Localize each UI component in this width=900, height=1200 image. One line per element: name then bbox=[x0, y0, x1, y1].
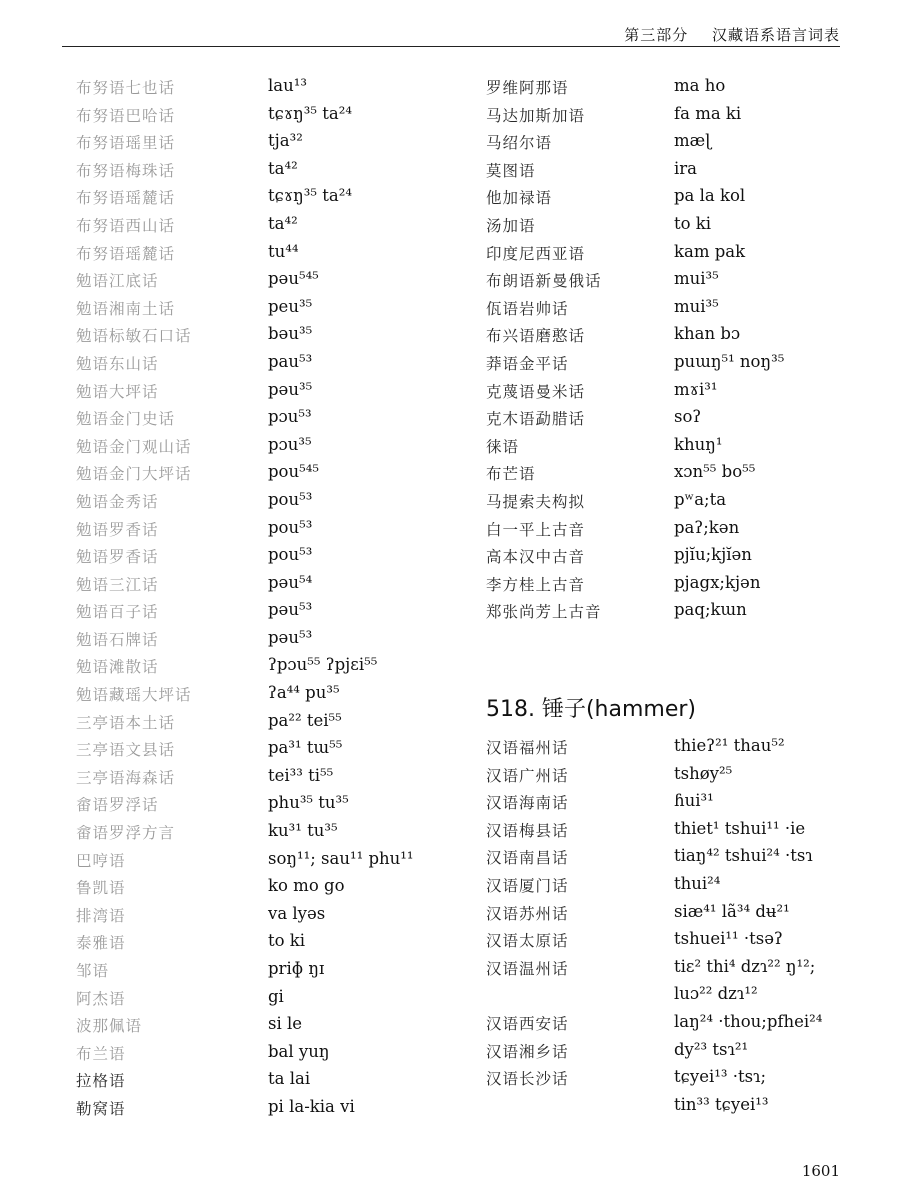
word-entry-row bbox=[76, 793, 466, 821]
page-number: 1601 bbox=[801, 1162, 840, 1180]
word-form: to ki bbox=[268, 931, 306, 951]
word-form: pou⁵⁴⁵ bbox=[268, 462, 319, 482]
language-name: 徕语 bbox=[486, 437, 520, 456]
word-form: pa³¹ tɯ⁵⁵ bbox=[268, 738, 343, 758]
word-entry-row bbox=[486, 407, 846, 435]
word-form: pa la kol bbox=[674, 186, 746, 206]
word-entry-row bbox=[486, 1040, 846, 1068]
word-form: ku³¹ tu³⁵ bbox=[268, 821, 338, 841]
language-name: 鲁凯语 bbox=[76, 879, 126, 898]
language-name: 莽语金平话 bbox=[486, 354, 569, 373]
language-name: 勉语江底话 bbox=[76, 272, 159, 291]
word-entry-row bbox=[76, 766, 466, 794]
language-name: 勉语标敏石口话 bbox=[76, 327, 192, 346]
word-form: ta⁴² bbox=[268, 158, 298, 178]
language-name: 邹语 bbox=[76, 962, 110, 980]
left-word-list bbox=[76, 76, 466, 1125]
word-form: pau⁵³ bbox=[268, 351, 313, 371]
word-form: tɕyei¹³ ·tsɿ; bbox=[674, 1067, 767, 1087]
word-entry-row bbox=[76, 269, 466, 297]
word-form: soŋ¹¹; sau¹¹ phu¹¹ bbox=[268, 848, 414, 868]
word-entry-row bbox=[76, 876, 466, 904]
word-entry-row bbox=[486, 297, 846, 325]
word-entry-row bbox=[76, 490, 466, 518]
language-name: 泰雅语 bbox=[76, 934, 126, 953]
language-name: 克蔑语曼米话 bbox=[486, 382, 586, 401]
language-name: 勉语大坪话 bbox=[76, 382, 159, 401]
word-form: khuŋ¹ bbox=[674, 434, 723, 454]
word-entry-row bbox=[486, 984, 846, 1012]
language-name: 马提索夫构拟 bbox=[486, 492, 586, 511]
language-name: 郑张尚芳上古音 bbox=[486, 603, 602, 622]
word-form: soʔ bbox=[674, 407, 702, 427]
word-form: gi bbox=[268, 986, 284, 1006]
language-name: 勉语金门史话 bbox=[76, 410, 176, 429]
running-head-part: 第三部分 bbox=[624, 26, 689, 44]
word-entry-row bbox=[76, 76, 466, 104]
word-entry-row bbox=[76, 380, 466, 408]
word-entry-row bbox=[76, 1069, 466, 1097]
language-name: 汉语长沙话 bbox=[486, 1070, 569, 1089]
language-name: 畲语罗浮方言 bbox=[76, 824, 176, 843]
word-form: fa ma ki bbox=[674, 103, 742, 123]
language-name: 布兰语 bbox=[76, 1044, 126, 1063]
running-head bbox=[624, 24, 840, 45]
word-form: puɯŋ⁵¹ noŋ³⁵ bbox=[674, 351, 785, 371]
word-entry-row bbox=[486, 435, 846, 463]
word-form: pjagx;kjən bbox=[674, 572, 761, 592]
word-form: paq;kɯn bbox=[674, 600, 747, 620]
language-name: 勉语罗香话 bbox=[76, 548, 159, 567]
word-form: bəu³⁵ bbox=[268, 324, 313, 344]
word-entry-row bbox=[486, 791, 846, 819]
language-name: 莫图语 bbox=[486, 161, 536, 180]
language-name: 汉语梅县话 bbox=[486, 821, 569, 840]
word-entry-row bbox=[76, 821, 466, 849]
word-entry-row bbox=[76, 518, 466, 546]
word-entry-row bbox=[486, 324, 846, 352]
language-name: 勉语金门观山话 bbox=[76, 437, 192, 456]
word-form: ta⁴² bbox=[268, 213, 298, 233]
language-name: 马绍尔语 bbox=[486, 134, 553, 153]
language-name: 汉语厦门话 bbox=[486, 876, 569, 895]
language-name: 汉语海南话 bbox=[486, 794, 569, 813]
word-entry-row bbox=[76, 324, 466, 352]
language-name: 波那佩语 bbox=[76, 1017, 143, 1036]
language-name: 勉语金门大坪话 bbox=[76, 465, 192, 484]
word-entry-row bbox=[76, 628, 466, 656]
word-entry-row bbox=[486, 545, 846, 573]
word-form: peu³⁵ bbox=[268, 296, 313, 316]
word-entry-row bbox=[76, 352, 466, 380]
language-name: 佤语岩帅话 bbox=[486, 299, 569, 318]
word-entry-row bbox=[76, 104, 466, 132]
language-name: 汉语西安话 bbox=[486, 1014, 569, 1033]
language-name: 畲语罗浮话 bbox=[76, 796, 159, 815]
language-name: 汉语湘乡话 bbox=[486, 1042, 569, 1061]
language-name: 印度尼西亚语 bbox=[486, 244, 586, 263]
word-entry-row bbox=[486, 186, 846, 214]
word-form: tja³² bbox=[268, 131, 303, 151]
language-name: 高本汉中古音 bbox=[486, 548, 586, 567]
word-entry-row bbox=[76, 738, 466, 766]
word-form: tɕɤŋ³⁵ ta²⁴ bbox=[268, 186, 352, 206]
running-head-title: 汉藏语系语言词表 bbox=[711, 26, 840, 44]
language-name: 勉语罗香话 bbox=[76, 520, 159, 539]
language-name: 汉语温州话 bbox=[486, 959, 569, 978]
language-name: 汉语太原话 bbox=[486, 932, 569, 951]
word-entry-row bbox=[76, 683, 466, 711]
word-form: pəu³⁵ bbox=[268, 379, 313, 399]
word-entry-row bbox=[76, 131, 466, 159]
page-header bbox=[62, 18, 840, 47]
word-entry-row bbox=[486, 600, 846, 628]
word-form: tɕɤŋ³⁵ ta²⁴ bbox=[268, 103, 352, 123]
word-entry-row bbox=[76, 214, 466, 242]
word-form: pəu⁵⁴ bbox=[268, 572, 313, 592]
word-form: pəu⁵³ bbox=[268, 627, 313, 647]
word-entry-row bbox=[76, 655, 466, 683]
word-entry-row bbox=[486, 214, 846, 242]
word-entry-row bbox=[486, 846, 846, 874]
word-entry-row bbox=[76, 849, 466, 877]
language-name: 他加禄语 bbox=[486, 189, 553, 208]
word-entry-row bbox=[76, 573, 466, 601]
word-entry-row bbox=[486, 76, 846, 104]
word-form: thui²⁴ bbox=[674, 873, 721, 893]
word-entry-row bbox=[486, 573, 846, 601]
word-entry-row bbox=[76, 159, 466, 187]
language-name: 汉语广州话 bbox=[486, 766, 569, 785]
language-name: 勉语滩散话 bbox=[76, 658, 159, 677]
language-name: 勉语金秀话 bbox=[76, 492, 159, 511]
word-entry-row bbox=[76, 600, 466, 628]
word-form: pou⁵³ bbox=[268, 545, 313, 565]
word-entry-row bbox=[76, 297, 466, 325]
language-name: 勉语东山话 bbox=[76, 354, 159, 373]
language-name: 布努语西山话 bbox=[76, 216, 176, 235]
word-form: tshøy²⁵ bbox=[674, 763, 733, 783]
word-entry-row bbox=[486, 1012, 846, 1040]
word-entry-row bbox=[76, 904, 466, 932]
word-form: mui³⁵ bbox=[674, 296, 719, 316]
language-name: 布努语瑶麓话 bbox=[76, 244, 176, 263]
word-form: luɔ²² dzɿ¹² bbox=[674, 984, 758, 1004]
word-entry-row bbox=[486, 1067, 846, 1095]
word-entry-row bbox=[76, 711, 466, 739]
word-entry-row bbox=[486, 819, 846, 847]
word-form: ko mo go bbox=[268, 876, 345, 896]
word-form: kam pak bbox=[674, 241, 746, 261]
word-form: pou⁵³ bbox=[268, 517, 313, 537]
language-name: 三亭语海森话 bbox=[76, 768, 176, 787]
language-name: 三亭语本土话 bbox=[76, 713, 176, 732]
word-entry-row bbox=[486, 380, 846, 408]
word-entry-row bbox=[76, 1014, 466, 1042]
word-form: ʔa⁴⁴ pu³⁵ bbox=[268, 683, 340, 703]
language-name: 克木语勐腊话 bbox=[486, 410, 586, 429]
word-entry-row bbox=[486, 104, 846, 132]
word-form: mæɭ bbox=[674, 131, 712, 151]
word-entry-row bbox=[76, 545, 466, 573]
word-entry-row bbox=[486, 518, 846, 546]
language-name: 布努语七也话 bbox=[76, 79, 176, 97]
word-form: ɦui³¹ bbox=[674, 791, 714, 811]
language-name: 白一平上古音 bbox=[486, 520, 586, 539]
language-name: 阿杰语 bbox=[76, 989, 126, 1008]
language-name: 布努语瑶麓话 bbox=[76, 189, 176, 208]
language-name: 排湾语 bbox=[76, 906, 126, 925]
word-form: tiɛ² thi⁴ dzɿ²² ŋ¹²; bbox=[674, 956, 816, 976]
word-form: bal yuŋ bbox=[268, 1041, 330, 1061]
word-form: ira bbox=[674, 158, 698, 178]
word-entry-row bbox=[486, 269, 846, 297]
word-entry-row bbox=[76, 1097, 466, 1125]
word-form: pɔu³⁵ bbox=[268, 434, 312, 454]
word-entry-row bbox=[486, 929, 846, 957]
section-heading: 518. 锤子(hammer) bbox=[486, 697, 697, 722]
word-form: dy²³ tsɿ²¹ bbox=[674, 1039, 749, 1059]
language-name: 拉格语 bbox=[76, 1072, 126, 1091]
word-form: paʔ;kən bbox=[674, 517, 740, 537]
language-name: 勉语三江话 bbox=[76, 575, 159, 594]
word-form: thieʔ²¹ thau⁵² bbox=[674, 736, 785, 755]
word-entry-row bbox=[76, 435, 466, 463]
word-form: siæ⁴¹ lã³⁴ dʉ²¹ bbox=[674, 901, 790, 921]
language-name: 布兴语磨憨话 bbox=[486, 327, 586, 346]
word-form: tshuei¹¹ ·tsəʔ bbox=[674, 929, 783, 949]
word-entry-row bbox=[76, 931, 466, 959]
language-name: 布芒语 bbox=[486, 465, 536, 484]
language-name: 勒窝语 bbox=[76, 1099, 126, 1118]
word-form: priɸ ŋɪ bbox=[268, 959, 325, 978]
right-word-list bbox=[486, 76, 846, 628]
language-name: 汉语苏州话 bbox=[486, 904, 569, 923]
word-form: to ki bbox=[674, 213, 712, 233]
word-entry-row bbox=[486, 462, 846, 490]
word-form: xɔn⁵⁵ bo⁵⁵ bbox=[674, 462, 756, 482]
language-name: 汉语福州话 bbox=[486, 739, 569, 757]
word-form: pʷa;ta bbox=[674, 489, 727, 509]
word-entry-row bbox=[486, 736, 846, 764]
word-form: tei³³ ti⁵⁵ bbox=[268, 765, 334, 785]
word-form: va lyəs bbox=[268, 903, 326, 923]
word-entry-row bbox=[486, 1095, 846, 1123]
word-entry-row bbox=[76, 242, 466, 270]
language-name: 巴哼语 bbox=[76, 851, 126, 870]
word-form: si le bbox=[268, 1014, 303, 1034]
language-name: 三亭语文县话 bbox=[76, 741, 176, 760]
word-form: pou⁵³ bbox=[268, 489, 313, 509]
word-form: ma ho bbox=[674, 76, 726, 95]
word-entry-row bbox=[76, 462, 466, 490]
word-form: tiaŋ⁴² tshui²⁴ ·tsɿ bbox=[674, 846, 813, 866]
language-name: 勉语百子话 bbox=[76, 603, 159, 622]
word-form: mui³⁵ bbox=[674, 269, 719, 289]
word-form: thiet¹ tshui¹¹ ·ie bbox=[674, 818, 806, 838]
word-entry-row bbox=[76, 1042, 466, 1070]
word-form: tin³³ tɕyei¹³ bbox=[674, 1094, 769, 1114]
hammer-word-list bbox=[486, 736, 846, 1122]
word-form: tu⁴⁴ bbox=[268, 241, 299, 261]
language-name: 布努语瑶里话 bbox=[76, 134, 176, 153]
word-entry-row bbox=[486, 490, 846, 518]
word-form: ʔpɔu⁵⁵ ʔpjɛi⁵⁵ bbox=[268, 655, 378, 675]
word-form: mɤi³¹ bbox=[674, 379, 718, 399]
word-entry-row bbox=[76, 186, 466, 214]
language-name: 罗维阿那语 bbox=[486, 79, 569, 97]
word-entry-row bbox=[486, 874, 846, 902]
word-form: phu³⁵ tu³⁵ bbox=[268, 793, 349, 813]
word-form: pa²² tei⁵⁵ bbox=[268, 710, 342, 730]
word-form: lau¹³ bbox=[268, 76, 307, 95]
language-name: 勉语湘南土话 bbox=[76, 299, 176, 318]
language-name: 布努语巴哈话 bbox=[76, 106, 176, 125]
word-form: pəu⁵⁴⁵ bbox=[268, 269, 319, 289]
word-entry-row bbox=[486, 764, 846, 792]
word-form: pɔu⁵³ bbox=[268, 407, 312, 427]
word-entry-row bbox=[486, 957, 846, 985]
language-name: 汉语南昌话 bbox=[486, 849, 569, 868]
language-name: 马达加斯加语 bbox=[486, 106, 586, 125]
language-name: 勉语石牌话 bbox=[76, 630, 159, 649]
word-form: pi la-kia vi bbox=[268, 1096, 355, 1116]
word-form: pjĭu;kjĭən bbox=[674, 545, 752, 565]
language-name: 汤加语 bbox=[486, 216, 536, 235]
language-name: 勉语藏瑶大坪话 bbox=[76, 686, 192, 705]
word-entry-row bbox=[76, 407, 466, 435]
word-entry-row bbox=[486, 352, 846, 380]
language-name: 布朗语新曼俄话 bbox=[486, 272, 602, 291]
word-entry-row bbox=[486, 131, 846, 159]
word-entry-row bbox=[76, 987, 466, 1015]
word-form: khan bɔ bbox=[674, 324, 741, 344]
word-entry-row bbox=[486, 902, 846, 930]
language-name: 布努语梅珠话 bbox=[76, 161, 176, 180]
word-entry-row bbox=[486, 159, 846, 187]
word-form: pəu⁵³ bbox=[268, 600, 313, 620]
word-entry-row bbox=[76, 959, 466, 987]
language-name: 李方桂上古音 bbox=[486, 575, 586, 594]
word-form: laŋ²⁴ ·thou;pfhei²⁴ bbox=[674, 1011, 823, 1031]
word-entry-row bbox=[486, 242, 846, 270]
word-form: ta lai bbox=[268, 1069, 311, 1089]
